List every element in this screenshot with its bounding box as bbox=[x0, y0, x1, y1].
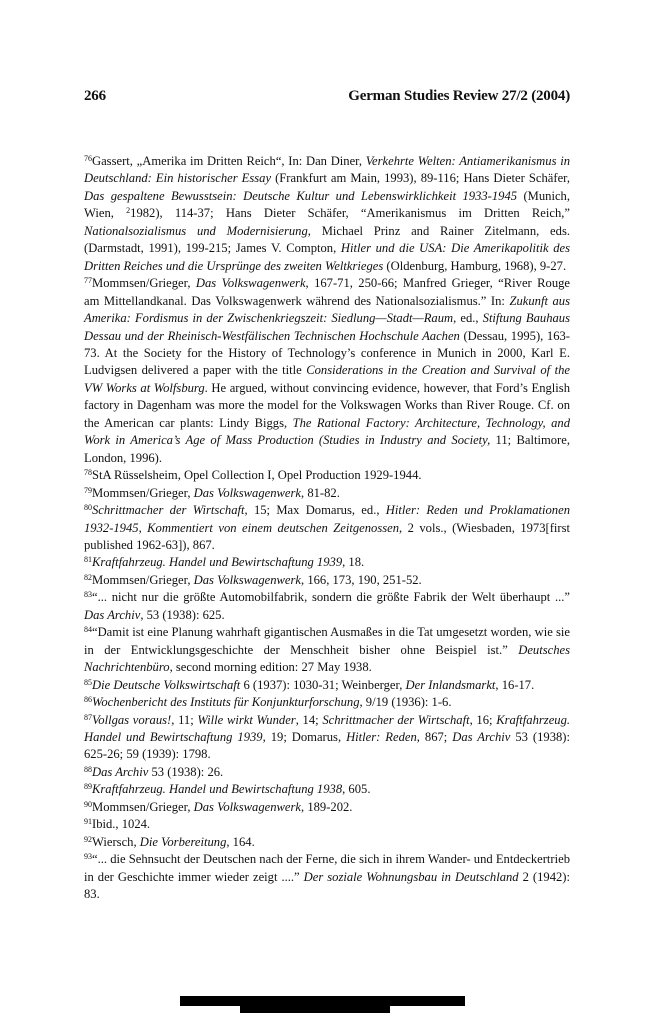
footnote-text: , 189-202. bbox=[301, 799, 353, 814]
footnote-title: Schrittmacher der Wirtschaft bbox=[92, 503, 245, 518]
footnote-text: Gassert, „Amerika im Dritten Reich“, In: Dan Diner, bbox=[92, 154, 366, 168]
footnote-title: Verkehrte Welten: Antiamerikanismus in Deutschland: Ein historischer Essay bbox=[84, 154, 570, 186]
footnote-number: 80 bbox=[84, 503, 92, 513]
footnote-text: 1982), 114-37; Hans Dieter Schäfer, “Amerikanismus im Dritten Reich,” bbox=[130, 206, 570, 221]
footnote-title: Das Volkswagenwerk bbox=[193, 572, 302, 587]
footnote-number: 87 bbox=[84, 712, 92, 722]
footnote-title: Das gespaltene Bewusstsein: Deutsche Kultur und Lebenswirklichkeit 1933-1945 bbox=[84, 188, 518, 203]
footnote bbox=[84, 816, 570, 833]
footnote bbox=[84, 851, 570, 903]
footnote-title: Der soziale Wohnungsbau in Deutschland bbox=[303, 869, 519, 884]
footnote bbox=[84, 834, 570, 851]
footnote-number: 83 bbox=[84, 590, 92, 600]
footnote-title: The Rational Factory: Architecture, Technology, and Work in America’s Age of Mass Production (Studies in Industry and Society, bbox=[84, 415, 570, 448]
footnote-title: Nationalsozialismus und Modernisierung bbox=[84, 223, 308, 238]
footnote-text: , 2 vols., (Wiesbaden, 1973[first published 1962-63]), 867. bbox=[84, 520, 570, 552]
footnote-text: Mommsen/Grieger, bbox=[92, 572, 194, 587]
footnote-number: 82 bbox=[84, 572, 92, 582]
footnote-text: 2 (1942): 83. bbox=[84, 869, 570, 902]
scan-bar-lower bbox=[240, 1006, 390, 1013]
footnote-text: , 167-71, 250-66; Manfred Grieger, “River Rouge am Mittellandkanal. Das Volkswagenwerk während des Nationalsozialismus.” In: bbox=[84, 276, 571, 308]
footnote-title: Das Archiv bbox=[84, 607, 141, 622]
footnote-text: . He argued, without convincing evidence, however, that Ford’s English factory in Dagenham was more the model for the Volkswagen Works than River Rouge. Cf. on the American car plants: Lindy Biggs, bbox=[84, 380, 570, 430]
footnote-text: 53 (1938): 26. bbox=[148, 764, 224, 779]
footnote-text: Mommsen/Grieger, bbox=[92, 799, 194, 814]
footnote-number: 92 bbox=[84, 834, 92, 844]
footnote-title: Der Inlandsmarkt bbox=[405, 677, 496, 692]
footnote-text: “... nicht nur die größte Automobilfabrik, sondern die größte Fabrik der Welt überhaupt ...” bbox=[92, 590, 570, 605]
footnote bbox=[84, 694, 570, 711]
footnote-text: , 53 (1938): 625. bbox=[140, 607, 225, 622]
footnote-title: Hitler: Reden bbox=[346, 729, 417, 744]
footnote-text: , 14; bbox=[295, 712, 323, 727]
footnotes bbox=[84, 153, 570, 903]
footnote bbox=[84, 275, 570, 467]
footnote bbox=[84, 764, 570, 781]
footnote-text: , 164. bbox=[226, 834, 255, 849]
footnote bbox=[84, 781, 570, 798]
footnote-title: Das Archiv bbox=[452, 729, 511, 744]
footnote-number: 77 bbox=[84, 276, 92, 286]
footnote-text: 11; Baltimore, London, 1996). bbox=[84, 433, 570, 465]
footnote-text: , 11; bbox=[171, 712, 198, 727]
footnote-number: 81 bbox=[84, 555, 92, 565]
footnote-text: “Damit ist eine Planung wahrhaft gigantischen Ausmaßes in die Tat umgesetzt worden, wie sie in der Entwicklungsgeschichte der Menschheit bisher ohne Beispiel ist.” bbox=[84, 625, 570, 657]
footnote bbox=[84, 502, 570, 554]
footnote-text: , 19; Domarus, bbox=[262, 729, 347, 744]
running-header bbox=[84, 88, 570, 108]
footnote-title: Kraftfahrzeug. Handel und Bewirtschaftung 1939 bbox=[84, 712, 571, 744]
footnote-text: 18. bbox=[345, 555, 365, 570]
footnote bbox=[84, 485, 570, 502]
footnote-number: 85 bbox=[84, 677, 92, 687]
footnote-text: (Frankfurt am Main, 1993), 89-116; Hans Dieter Schäfer, bbox=[271, 171, 570, 186]
footnote bbox=[84, 572, 570, 589]
footnote-text: (Dessau, 1995), 163-73. At the Society for the History of Technology’s conference in Munich in 2000, Karl E. Ludvigsen delivered a paper with the title bbox=[84, 328, 570, 378]
footnote-text: , 81-82. bbox=[301, 485, 340, 500]
footnote-title: Die Deutsche Volkswirtschaft bbox=[92, 677, 241, 692]
footnote-number: 78 bbox=[84, 468, 92, 478]
footnote-title: Das Volkswagenwerk bbox=[193, 799, 302, 814]
footnote-title: Kraftfahrzeug. Handel und Bewirtschaftung 1938 bbox=[92, 782, 343, 797]
footnote-text: , 166, 173, 190, 251-52. bbox=[301, 572, 422, 587]
footnote-title: Wille wirkt Wunder bbox=[197, 712, 296, 727]
footnote-number: 79 bbox=[84, 485, 92, 495]
footnote-text: 53 (1938): 625-26; 59 (1939): 1798. bbox=[84, 729, 570, 762]
footnote bbox=[84, 624, 570, 676]
footnote-text: , ed., bbox=[453, 311, 483, 326]
footnote-text: , 867; bbox=[416, 729, 453, 744]
footnote bbox=[84, 589, 570, 624]
footnote-title: Hitler: Reden und Proklamationen 1932-1945, Kommentiert von einem deutschen Zeitgenossen bbox=[84, 503, 570, 535]
footnote-text: Mommsen/Grieger, bbox=[92, 276, 196, 291]
footnote-title: Hitler und die USA: Die Amerikapolitik des Dritten Reiches und die Ursprünge des zweiten Weltkrieges bbox=[84, 241, 570, 273]
footnote-text: Ibid., 1024. bbox=[92, 817, 151, 832]
footnote-number: 86 bbox=[84, 695, 92, 705]
footnote-text: (Munich, Wien, bbox=[84, 188, 570, 221]
journal-title: German Studies Review 27/2 (2004) bbox=[348, 88, 570, 104]
footnote-text: , 16-17. bbox=[495, 677, 535, 692]
footnote bbox=[84, 554, 570, 571]
footnote-title: Das Volkswagenwerk bbox=[193, 485, 302, 500]
footnote-number: 76 bbox=[84, 154, 92, 163]
footnote-title: Wochenbericht des Instituts für Konjunkturforschung bbox=[92, 695, 360, 710]
footnote-text: 2 bbox=[126, 206, 131, 216]
footnote-text: Wiersch, bbox=[92, 834, 140, 849]
footnote-text: , 16; bbox=[469, 712, 497, 727]
footnote bbox=[84, 712, 570, 764]
footnote-title: Deutsches Nachrichtenbüro bbox=[84, 642, 570, 675]
footnote-text: (Oldenburg, Hamburg, 1968), 9-27. bbox=[383, 258, 567, 273]
footnote bbox=[84, 677, 570, 694]
footnote-number: 84 bbox=[84, 625, 92, 635]
footnote-text: “... die Sehnsucht der Deutschen nach der Ferne, die sich in ihrem Wander- und Entdeckertrieb in der Geschichte immer wieder zeigt ....” bbox=[84, 852, 570, 884]
footnote-text: , second morning edition: 27 May 1938. bbox=[169, 660, 372, 675]
footnote-number: 93 bbox=[84, 852, 92, 862]
footnote-title: Zukunft aus Amerika: Fordismus in der Zwischenkriegszeit: Siedlung—Stadt—Raum bbox=[84, 293, 570, 326]
footnote bbox=[84, 467, 570, 484]
footnote-title: Kraftfahrzeug. Handel und Bewirtschaftung 1939, bbox=[92, 555, 346, 570]
footnote-text: StA Rüsselsheim, Opel Collection I, Opel Production 1929-1944. bbox=[92, 468, 422, 483]
footnote-number: 91 bbox=[84, 817, 92, 827]
footnote-text: 6 (1937): 1030-31; Weinberger, bbox=[240, 677, 406, 692]
footnote-number: 89 bbox=[84, 782, 92, 792]
footnote-title: Schrittmacher der Wirtschaft bbox=[322, 712, 470, 727]
footnote-text: Mommsen/Grieger, bbox=[92, 485, 194, 500]
footnote-number: 90 bbox=[84, 799, 92, 809]
footnote-title: Stiftung Bauhaus Dessau und der Rheinisch-Westfälischen Technischen Hochschule Aachen bbox=[84, 311, 570, 343]
footnote-text: , 9/19 (1936): 1-6. bbox=[359, 695, 452, 710]
page-number: 266 bbox=[84, 88, 106, 104]
footnote-title: Das Archiv bbox=[92, 764, 149, 779]
footnote-title: Die Vorbereitung bbox=[139, 834, 227, 849]
footnote-text: , 15; Max Domarus, ed., bbox=[244, 503, 386, 518]
footnote-text: , 605. bbox=[342, 782, 371, 797]
footnote-title: Considerations in the Creation and Survival of the VW Works at Wolfsburg bbox=[84, 363, 570, 395]
footnote-text: , Michael Prinz and Rainer Zitelmann, eds. (Darmstadt, 1991), 199-215; James V. Compton, bbox=[84, 223, 570, 256]
footnote-title: Vollgas voraus! bbox=[92, 712, 172, 727]
scan-bar-upper bbox=[180, 996, 465, 1006]
footnote bbox=[84, 153, 570, 275]
footnote-title: Das Volkswagenwerk bbox=[195, 276, 306, 291]
footnote-number: 88 bbox=[84, 764, 92, 774]
footnote bbox=[84, 799, 570, 816]
